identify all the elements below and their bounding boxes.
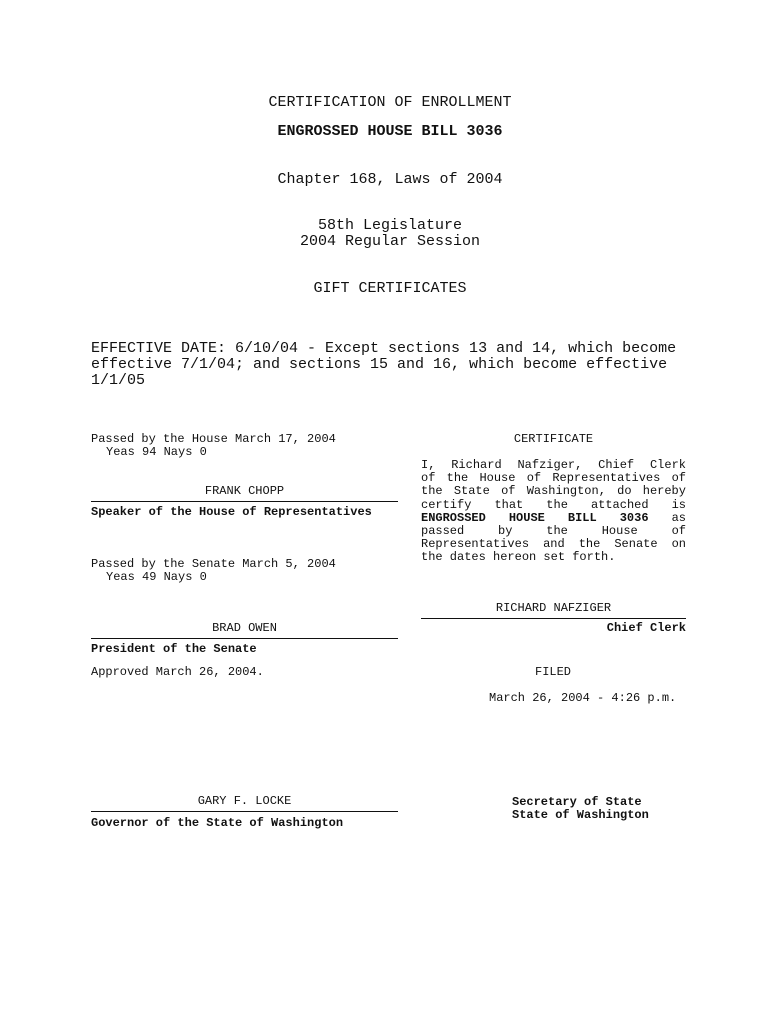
signature-line	[421, 618, 686, 619]
senate-signer: BRAD OWEN	[212, 621, 277, 635]
word: the	[546, 497, 568, 512]
word: Washington,	[526, 484, 606, 499]
word: I,	[421, 458, 436, 472]
clerk-signer: RICHARD NAFZIGER	[495, 601, 612, 615]
certificate-line	[421, 485, 686, 498]
senate-passed: Passed by the Senate March 5, 2004	[91, 557, 336, 571]
word: passed	[421, 524, 465, 539]
certificate-line	[421, 499, 686, 512]
session-line: 2004 Regular Session	[299, 233, 481, 250]
signature-line	[91, 811, 398, 812]
chapter-line: Chapter 168, Laws of 2004	[277, 171, 503, 188]
certificate-line: the dates hereon set forth.	[421, 550, 616, 565]
word: Nafziger,	[517, 458, 583, 472]
certification-heading: CERTIFICATION OF ENROLLMENT	[268, 94, 512, 111]
word: Representatives	[421, 537, 530, 552]
bill-title: ENGROSSED HOUSE BILL 3036	[277, 123, 503, 140]
certificate-heading: CERTIFICATE	[513, 432, 594, 446]
effective-date-line: EFFECTIVE DATE: 6/10/04 - Except sections 13 and 14, which become	[91, 340, 677, 357]
house-signer: FRANK CHOPP	[204, 484, 285, 498]
word: of	[421, 471, 436, 486]
word: Representatives	[552, 471, 661, 486]
word: Senate	[614, 537, 658, 552]
effective-date	[91, 341, 691, 389]
bill-subject: GIFT CERTIFICATES	[313, 280, 467, 297]
bill-word: HOUSE	[508, 510, 545, 525]
word: the	[578, 537, 601, 552]
signature-line	[91, 638, 398, 639]
word: and	[543, 537, 565, 552]
word: as	[671, 510, 686, 525]
senate-role: President of the Senate	[91, 642, 257, 656]
house-role: Speaker of the House of Representatives	[91, 505, 372, 519]
effective-date-line: 1/1/05	[91, 372, 146, 389]
bill-word: BILL	[567, 510, 597, 525]
governor-signer: GARY F. LOCKE	[197, 794, 292, 808]
bill-word: 3036	[619, 510, 649, 525]
word: of	[501, 484, 516, 499]
state-office: State of Washington	[512, 808, 649, 822]
filed-label: FILED	[535, 665, 572, 679]
word: the	[421, 484, 443, 499]
senate-votes: Yeas 49 Nays 0	[106, 570, 207, 584]
word: do	[617, 484, 632, 499]
secretary-office: Secretary of State	[512, 795, 642, 809]
word: Chief	[598, 458, 635, 472]
word: by	[498, 524, 513, 539]
word: attached	[590, 497, 649, 512]
house-passed: Passed by the House March 17, 2004	[91, 432, 336, 446]
word: certify	[421, 497, 472, 512]
word: House	[601, 524, 638, 539]
word: State	[453, 484, 490, 499]
house-votes: Yeas 94 Nays 0	[106, 445, 207, 459]
bill-word: ENGROSSED	[421, 510, 486, 525]
word: that	[494, 497, 524, 512]
word: House	[479, 471, 516, 486]
governor-role: Governor of the State of Washington	[91, 816, 344, 830]
word: Richard	[451, 458, 502, 472]
certificate-text	[421, 459, 686, 565]
word: Clerk	[649, 458, 686, 472]
signature-line	[91, 501, 398, 502]
approved-date: Approved March 26, 2004.	[91, 665, 264, 679]
effective-date-line: effective 7/1/04; and sections 15 and 16, which become effective	[91, 356, 668, 373]
word: the	[446, 471, 469, 486]
word: on	[671, 537, 686, 552]
word: is	[671, 497, 686, 512]
word: of	[671, 471, 686, 486]
word: of	[526, 471, 542, 486]
word: of	[671, 524, 686, 539]
word: hereby	[642, 484, 686, 499]
filed-datetime: March 26, 2004 - 4:26 p.m.	[489, 691, 677, 705]
word: the	[546, 524, 568, 539]
legislature-line: 58th Legislature	[317, 217, 463, 234]
clerk-role: Chief Clerk	[606, 621, 686, 635]
